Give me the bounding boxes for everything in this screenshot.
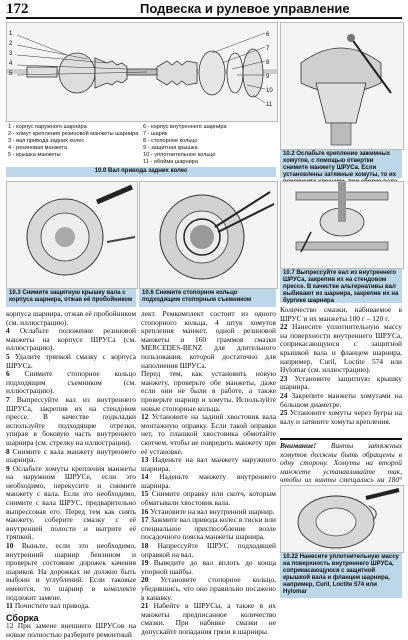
paragraph: Перед тем, как установить новую манжету, проверьте обе манжеты, даже если они не были в работе, а также проверьте шарнир и хомуты. Используйте новые стопорные кольца. (141, 369, 276, 413)
paragraph: 25 Установите хомуты через бугры на валу и затяните хомуты крепления. (280, 408, 402, 426)
figure-10-7 (280, 181, 404, 269)
legend-item: 7 - шарик (143, 131, 168, 137)
paragraph: 22 Нанесите уплотнительную массу на поверхности внутреннего ШРУСа, соприкасающуюся с защитной крышкой вала и фланцем шарнира, например, Curil, Loctite 574 или Hylomar (см. иллюстрацию). (280, 322, 402, 375)
legend-right (143, 124, 273, 166)
figure-caption: 10.3 Снимите защитную крышку вала с корпуса шарнира, отжав её пробойником (6, 289, 136, 307)
callout-number: 4 (9, 61, 13, 67)
paragraph: 13 Наденьте на вал манжету наружного шарнира. (141, 455, 276, 473)
paragraph: 10 Выньте, если это необходимо, внутренний шарнир бензином и проверьте состояние дорожек качения шариков. На дорожках не должно быть выбоин и углублений. Если таковые имеются, то шарнир в комплекте подлежит замене. (6, 541, 136, 602)
callouts-right (266, 28, 273, 112)
paragraph: 21 Набейте в ШРУСы, а также в их манжеты предписанное количество смазки. При набивке смазки не допускайте попадания грязи в шарниры. (141, 601, 276, 636)
paragraph: 24 Закрепите манжеты хомутами на большом диаметре. (280, 390, 402, 409)
paragraph: 11 Почистите вал привода. (6, 601, 90, 611)
figure-10-6 (139, 181, 278, 289)
legend-item: 11 - обойма шарнира (143, 159, 198, 165)
paragraph: 20 Установите стопорное кольцо, убедившись, что оно правильно посажено в канавку. (141, 575, 276, 602)
legend-item: 6 - корпус внутреннего шарнира (143, 124, 227, 130)
legend-item: 8 - стопорное кольцо (143, 138, 198, 144)
paragraph: 14 Наденьте манжету внутреннего шарнира. (141, 472, 276, 490)
legend-item: 2 - хомут крепления резиновой манжеты шарнира (8, 131, 139, 137)
paragraph: 4 Ослабьте положение резиновой манжеты на корпусе ШРУСа (см. иллюстрацию). (6, 326, 136, 353)
paragraph: 12 Установите на задний хвостовик вала монтажную оправку. Если такой оправки нет, то плашкой хвостовика обмотайте скотчем, чтобы не повредить манжету при её установке. (141, 412, 276, 456)
paragraph: 15 Снимите оправку или скотч, которым обматывали хвостовик вала. (141, 489, 276, 508)
paragraph: 17 Зажмите вал привода колес в тиски или специальное приспособление возле посадочного пояска манжеты шарнира. (141, 515, 276, 542)
text-column-2 (141, 309, 276, 636)
page-title: Подвеска и рулевое управление (140, 1, 350, 16)
callout-number: 10 (266, 88, 273, 94)
callout-number: 8 (266, 60, 270, 66)
figure-10-22 (280, 485, 404, 553)
legend-left (8, 124, 138, 159)
paragraph: 5 Удалите тряпкой смазку с корпуса ШРУСа. (6, 351, 136, 370)
paragraph: 18 Напрессуйте ШРУС подходящей оправкой на вал. (141, 541, 276, 559)
paragraph: 23 Установите защитную крышку шарнира. (280, 373, 402, 392)
figure-caption: 10.6 Снимите стопорное кольцо подходящим стопорным съемником (139, 289, 276, 307)
legend-item: 4 - резиновая манжета (8, 145, 67, 151)
callouts-left (9, 29, 12, 79)
driveshaft-drawing (7, 23, 277, 121)
legend-item: 5 - крышка манжеты (8, 152, 61, 158)
paragraph: корпуса шарнира, отжав её пробойником (см. иллюстрацию). (6, 309, 136, 327)
callout-number: 3 (9, 51, 13, 57)
figure-caption: 10.2 Ослабьте крепление зажимных хомутов, с помощью отвертки снимите манжету ШРУСа. Если установлены затяжные хомуты, то их (280, 150, 402, 178)
paragraph: 6 Снимите стопорное кольцо подходящим съемником (см. иллюстрацию). (6, 369, 136, 396)
figure-caption: 10.0 Вал привода задних колес (6, 167, 276, 177)
legend-item: 1 - корпус наружного шарнира (8, 124, 87, 130)
paragraph: 19 Выведите до вал вплоть до конца упорной шайбы. (141, 558, 276, 576)
paragraph: 16 Установите на вал внутренний шарнир. (141, 506, 275, 516)
text-column-3 (280, 306, 402, 436)
header-rule (6, 17, 402, 19)
figure-10-3 (6, 181, 138, 289)
figure-10-2 (280, 22, 404, 150)
warning-text: Винты затяжных хомутов должны быть обращены в одну сторону. Хомуты на второй манжете устанавливайте так, чтобы их винты смещались на 180° (280, 441, 402, 485)
paragraph: лект. Ремкомплект состоит из одного стопорного кольца, 4 штук хомутов крепления манжет, одной резиновой манжеты и 160 граммов смазки MERCEDES-BENZ для длительного пользования, которой достаточно для наполнения ШРУСа. (141, 309, 276, 370)
callout-number: 2 (9, 41, 13, 47)
text-column-1 (6, 309, 136, 639)
figure-caption: 10.7 Выпрессуйте вал из внутреннего ШРУСа, закрепив их на стендовом прессе. В качестве альтернативы вал выбивают из шарнира, закрепив их на бургике шарнира (280, 269, 402, 303)
paragraph: 8 Снимите с вала манжету внутреннего шарнира. (6, 446, 136, 465)
paragraph: 12 При замене внешнего ШРУСов на новые полностью разберите ремонтный (6, 621, 136, 639)
legend-item: 3 - вал привода задних колес (8, 138, 85, 144)
driveshaft-exploded-figure (6, 22, 278, 122)
legend-item: 10 - уплотнительное кольцо (143, 152, 216, 158)
figure-caption: 10.22 Нанесите уплотнительную массу на поверхность внутреннего ШРУСа, соприкасающуюся с защитной крышкой вала и фланцем шарнира, например, Curil, Loctite 574 или Hylomar (280, 553, 402, 598)
callout-number: 7 (266, 46, 270, 52)
paragraph: Количество смазки, набиваемое в ШРУС и их манжеты 100 г – 120 г. (280, 305, 402, 323)
paragraph: 7 Выпрессуйте вал из внутреннего ШРУСа, закрепив их на стендовом прессе. В качестве подкладки используйте подходящие отрезки, упирая в боковую часть внутреннего шарнира (см. стрелку на иллюстрации). (6, 394, 136, 447)
warning-label: Внимание! (280, 441, 317, 450)
callout-number: 9 (266, 74, 270, 80)
warning-box (280, 438, 402, 489)
page-number: 172 (6, 1, 29, 17)
paragraph: 9 Ослабьте хомуты крепления манжеты на наружном ШРУСе, если это необходимо, перекусите и снимите манжету с вала. Если это необходимо, снимите с вала ШРУС, предварительно выпрессовав его. Перед тем как снять манжету, соберите смазку с её внутренней полости и вытрите её тряпкой. (6, 463, 136, 542)
callout-number: 11 (266, 102, 273, 108)
section-heading: Сборка (6, 612, 39, 623)
callout-number: 1 (9, 31, 13, 37)
legend-item: 9 - защитная крышка (143, 145, 198, 151)
callout-number: 6 (266, 32, 270, 38)
callout-number: 5 (9, 71, 13, 77)
